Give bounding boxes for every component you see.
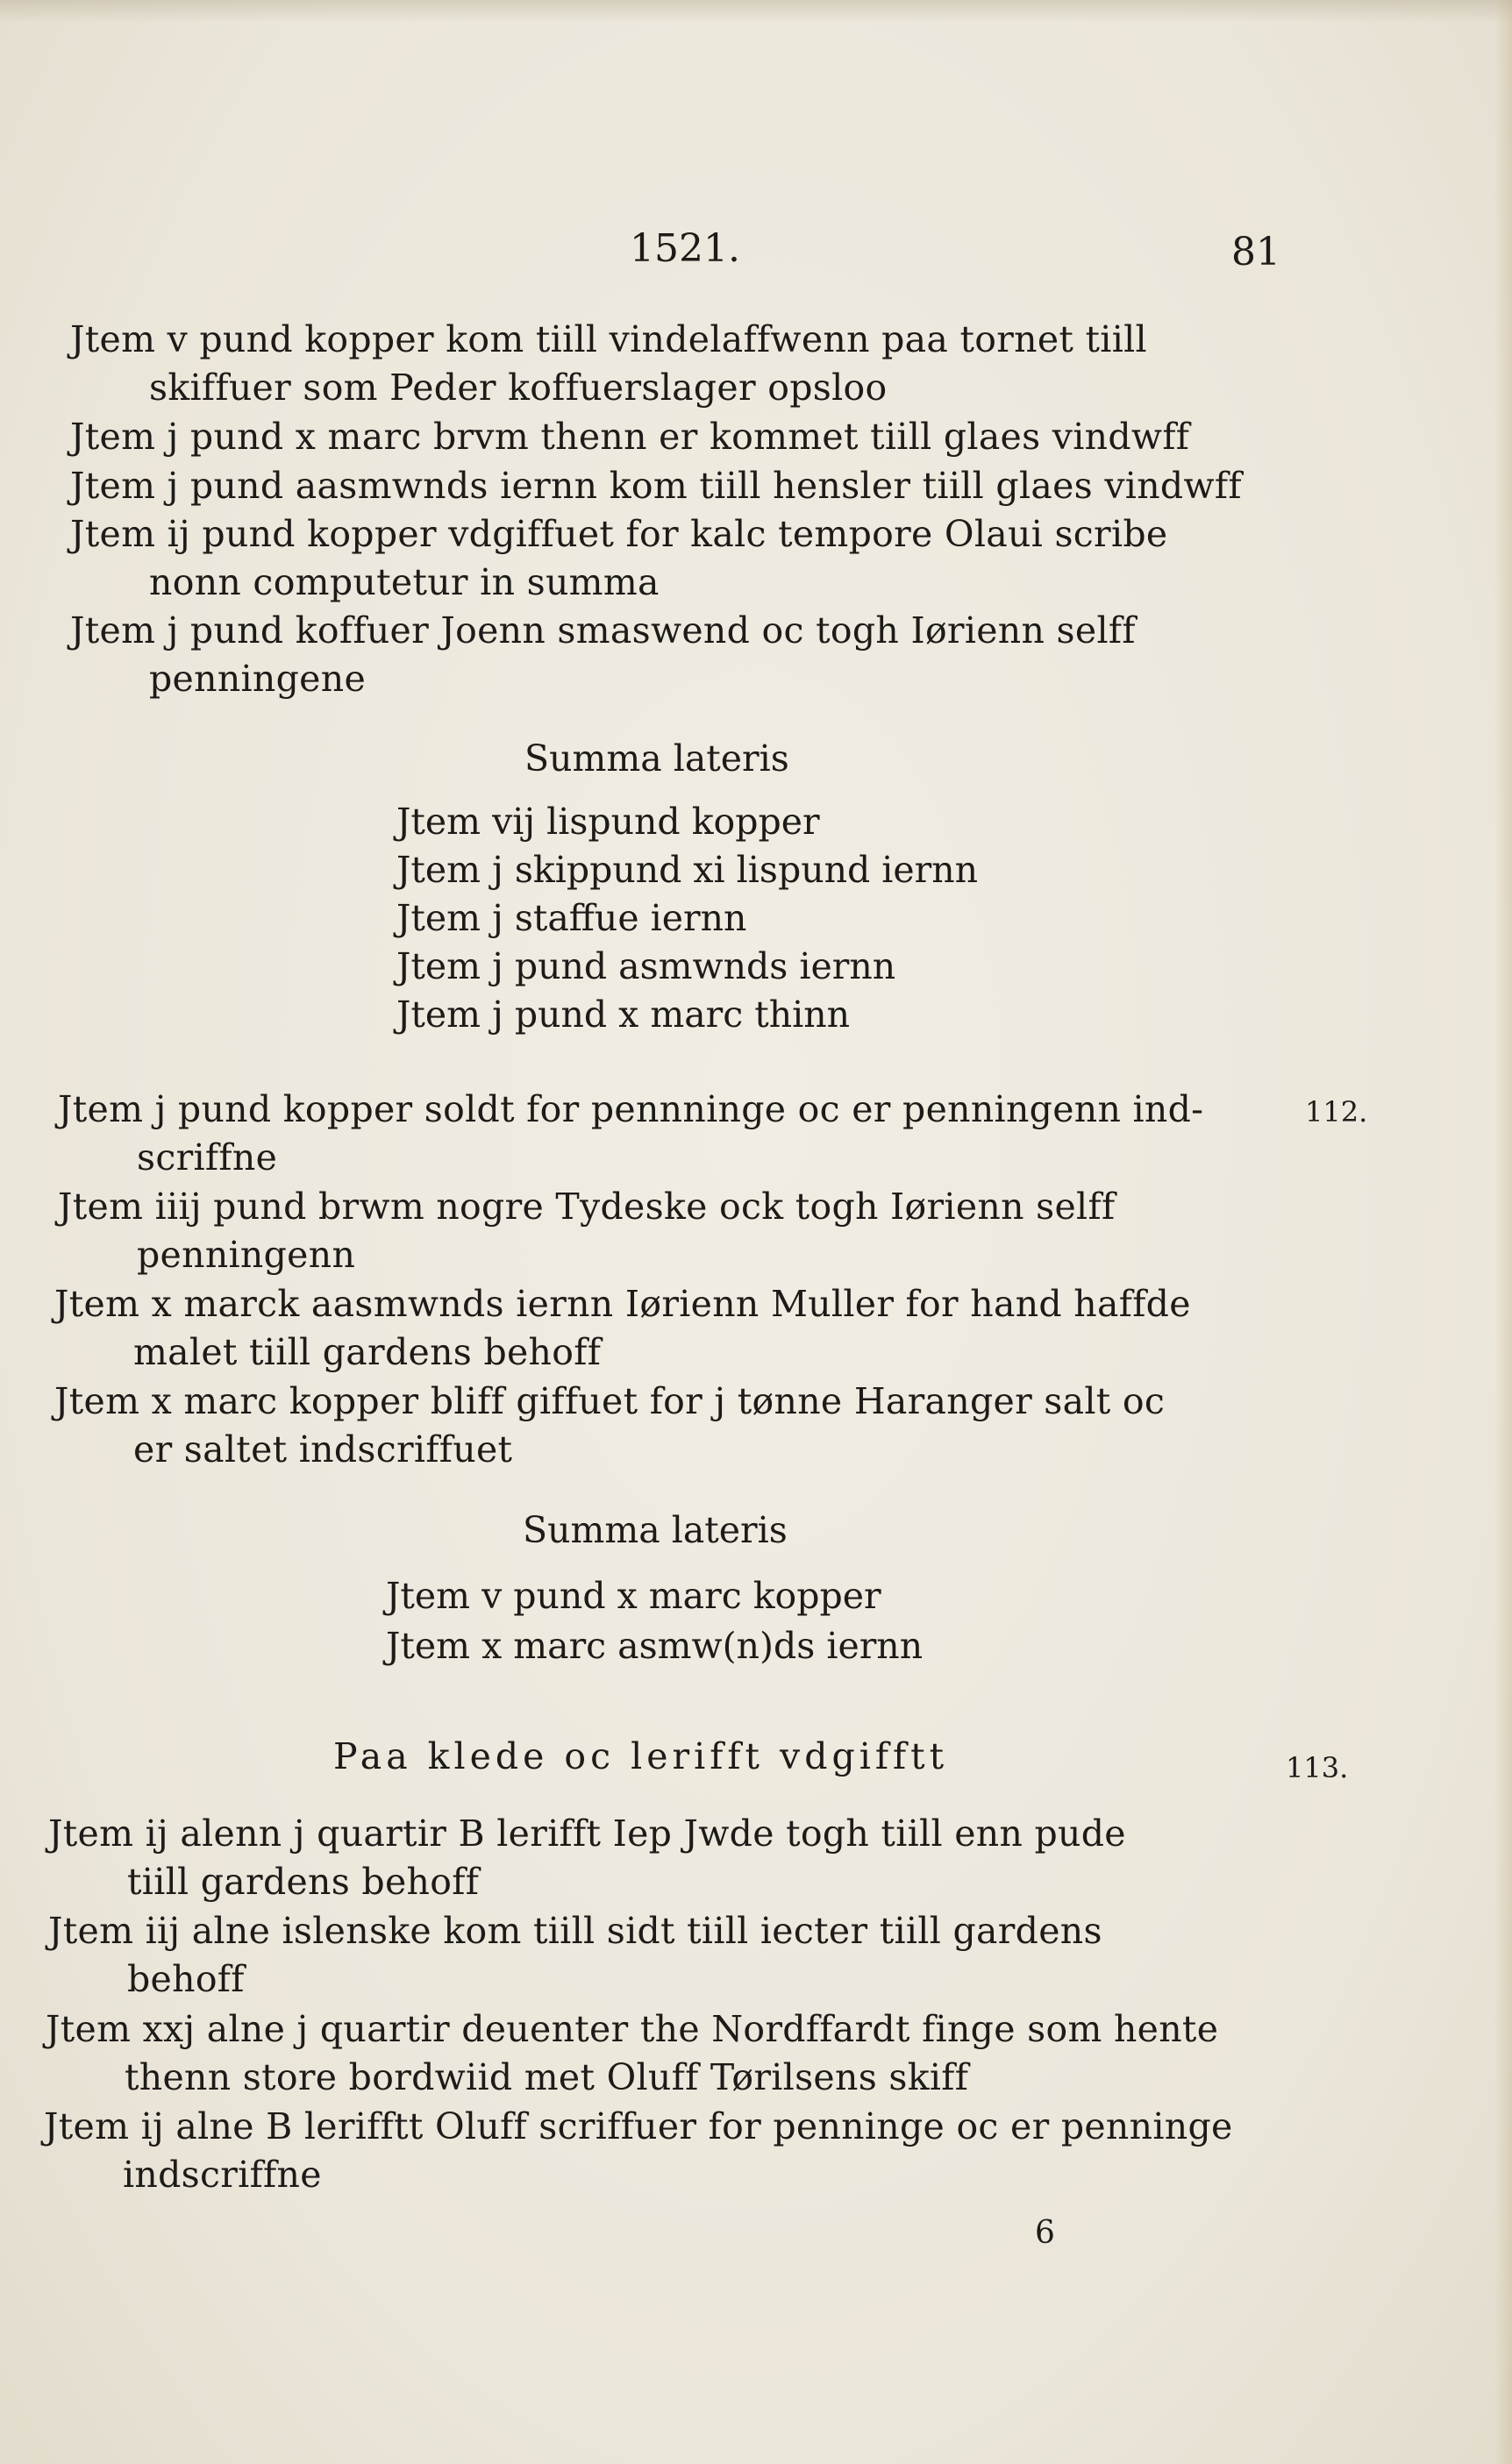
entry-continuation: behoff <box>127 1958 245 2000</box>
entry-continuation: scriffne <box>137 1136 278 1179</box>
entry-continuation: penningene <box>149 658 367 700</box>
entry-line: Jtem x marc kopper bliff giffuet for j tønne Haranger salt oc <box>54 1380 1166 1422</box>
summa-lateris-heading: Summa lateris <box>524 737 789 780</box>
entry-line: Jtem x marck aasmwnds iernn Iørienn Muller for hand haffde <box>54 1283 1191 1325</box>
entry-continuation: er saltet indscriffuet <box>133 1428 513 1471</box>
section-heading: Paa klede oc lerifft vdgifftt <box>333 1735 949 1777</box>
entry <box>70 607 1136 703</box>
entry <box>44 2103 1233 2199</box>
entry-line: Jtem ij alne B lerifftt Oluff scriffuer for penninge oc er penninge <box>44 2105 1233 2147</box>
page-number: 81 <box>1231 230 1280 274</box>
entry-continuation: skiffuer som Peder koffuerslager opsloo <box>149 367 888 409</box>
entry <box>70 462 1242 510</box>
entry-line: Jtem iij alne islenske kom tiill sidt tiill iecter tiill gardens <box>48 1910 1102 1952</box>
entry <box>58 1183 1115 1279</box>
entry-continuation: malet tiill gardens behoff <box>133 1331 602 1373</box>
summa-line: Jtem j skippund xi lispund iernn <box>396 849 979 891</box>
entry <box>58 1086 1203 1182</box>
margin-note-113: 113. <box>1286 1751 1349 1784</box>
entry-line: Jtem xxj alne j quartir deuenter the Nordffardt finge som hente <box>46 2008 1219 2050</box>
entry-line: Jtem ij pund kopper vdgiffuet for kalc tempore Olaui scribe <box>70 513 1168 555</box>
entry-line: Jtem v pund kopper kom tiill vindelaffwenn paa tornet tiill <box>70 318 1147 360</box>
summa-line: Jtem j pund asmwnds iernn <box>396 945 896 987</box>
entry <box>54 1378 1165 1474</box>
entry-continuation: indscriffne <box>123 2154 322 2196</box>
entry <box>70 316 1147 412</box>
entry-continuation: tiill gardens behoff <box>127 1861 480 1903</box>
entry-continuation: thenn store bordwiid met Oluff Tørilsens skiff <box>125 2056 969 2098</box>
page-top-shadow <box>0 0 1512 23</box>
entry-line: Jtem iiij pund brwm nogre Tydeske ock togh Iørienn selff <box>58 1186 1116 1228</box>
summa-line: Jtem j staffue iernn <box>396 897 747 939</box>
entry <box>48 1810 1126 1906</box>
entry-continuation: nonn computetur in summa <box>149 561 660 603</box>
entry <box>54 1280 1191 1377</box>
entry-continuation: penningenn <box>137 1234 356 1276</box>
entry-line: Jtem j pund koffuer Joenn smaswend oc togh Iørienn selff <box>70 609 1136 652</box>
margin-note-112: 112. <box>1305 1095 1368 1129</box>
entry <box>70 413 1189 461</box>
page-right-edge <box>1494 0 1512 2464</box>
entry-line: Jtem j pund aasmwnds iernn kom tiill hensler tiill glaes vindwff <box>70 465 1242 507</box>
entry <box>70 510 1167 607</box>
summa-line: Jtem x marc asmw(n)ds iernn <box>386 1625 924 1667</box>
signature-mark: 6 <box>1035 2215 1055 2251</box>
summa-lateris-heading: Summa lateris <box>523 1509 788 1551</box>
summa-line: Jtem j pund x marc thinn <box>396 993 851 1036</box>
summa-line: Jtem vij lispund kopper <box>396 801 820 843</box>
entry <box>46 2005 1218 2102</box>
running-head <box>0 226 1512 279</box>
entry-line: Jtem ij alenn j quartir B lerifft Iep Jwde togh tiill enn pude <box>48 1812 1126 1855</box>
entry-line: Jtem j pund x marc brvm thenn er kommet tiill glaes vindwff <box>70 416 1190 458</box>
summa-line: Jtem v pund x marc kopper <box>386 1575 881 1617</box>
entry <box>48 1907 1102 2004</box>
entry-line: Jtem j pund kopper soldt for pennninge oc er penningenn ind- <box>58 1088 1204 1130</box>
header-year: 1521. <box>630 226 740 271</box>
